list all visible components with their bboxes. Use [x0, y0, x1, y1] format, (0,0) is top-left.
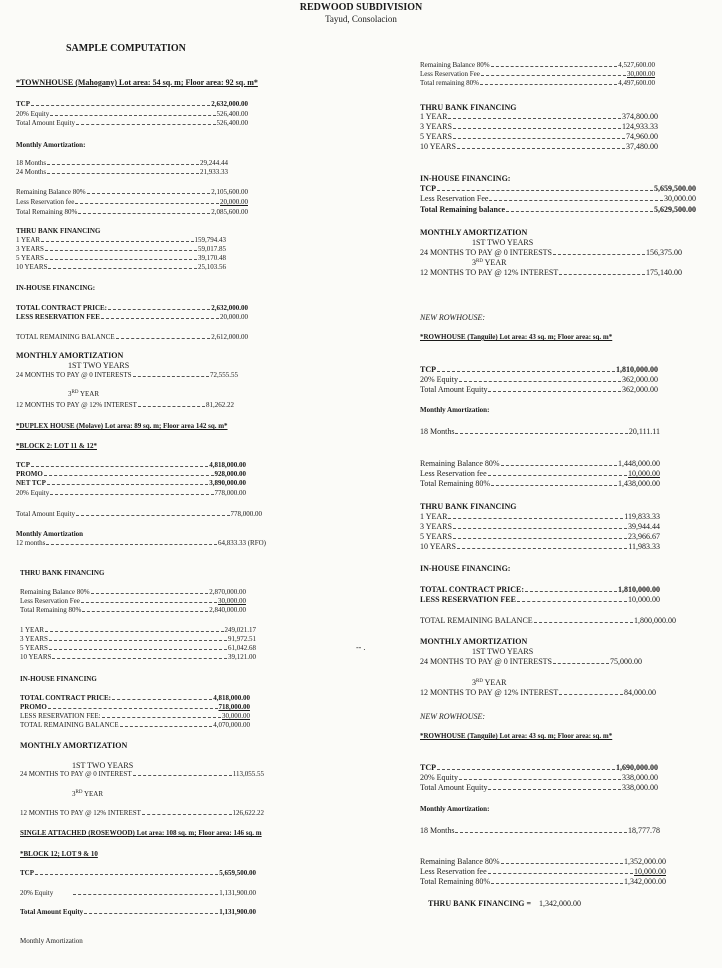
rowhouse-1-total-remaining-row: Total Remaining 80% 1,438,000.00 — [420, 479, 660, 488]
rowhouse-1-tcp-row: TCP 1,810,000.00 — [420, 365, 658, 374]
page-mark: -- . — [356, 643, 366, 652]
duplex-12-months-interest-row: 12 MONTHS TO PAY @ 12% INTEREST 126,622.22 — [20, 809, 264, 817]
rowhouse-2-reservation-fee-row: Less Reservation fee 10,000.00 — [420, 867, 666, 876]
duplex-promo-row: PROMO 928,000.00 — [16, 470, 246, 478]
single-monthly-amortization-heading: MONTHLY AMORTIZATION — [420, 228, 528, 237]
duplex-third-year: 3RD YEAR — [72, 790, 103, 798]
duplex-bank-10-years-row: 10 YEARS 39,121.00 — [20, 653, 256, 661]
duplex-bank-financing-heading: THRU BANK FINANCING — [20, 569, 105, 577]
duplex-block-heading: *BLOCK 2: LOT 11 & 12* — [16, 442, 97, 450]
single-bank-financing-heading: THRU BANK FINANCING — [420, 103, 517, 112]
duplex-total-remaining-row: Total Remaining 80% 2,840,000.00 — [20, 606, 246, 614]
single-bank-10-years-row: 10 YEARS 37,480.00 — [420, 142, 658, 151]
townhouse-remaining-balance-row: Remaining Balance 80% 2,105,600.00 — [16, 188, 248, 196]
townhouse-reservation-fee-row: Less Reservation fee 20,000.00 — [16, 198, 248, 206]
townhouse-heading: *TOWNHOUSE (Mahogany) Lot area: 54 sq. m; Floor area: 92 sq. m* — [16, 78, 258, 87]
rowhouse-1-remaining-balance-row: Remaining Balance 80% 1,448,000.00 — [420, 459, 660, 468]
townhouse-monthly-amortization: Monthly Amortization: — [16, 141, 86, 149]
townhouse-equity-row: 20% Equity 526,400.00 — [16, 110, 248, 118]
duplex-first-two-years: 1ST TWO YEARS — [72, 761, 134, 770]
single-attached-heading: SINGLE ATTACHED (ROSEWOOD) Lot area: 108 sq. m; Floor area: 146 sq. m — [20, 829, 262, 837]
rowhouse-1-monthly-amortization-heading: MONTHLY AMORTIZATION — [420, 637, 528, 646]
duplex-bank-1-year-row: 1 YEAR 249,021.17 — [20, 626, 256, 634]
sample-computation-heading: SAMPLE COMPUTATION — [66, 43, 186, 54]
single-inhouse-reservation-fee-row: Less Reservation Fee 30,000.00 — [420, 194, 696, 203]
duplex-net-tcp-row: NET TCP 3,890,000.00 — [16, 479, 246, 487]
single-total-equity-row: Total Amount Equity 1,131,900.00 — [20, 908, 256, 916]
duplex-remaining-balance-total-row: TOTAL REMAINING BALANCE 4,070,000.00 — [20, 721, 250, 729]
rowhouse-2-18-months-row: 18 Months 18,777.78 — [420, 826, 660, 835]
single-bank-1-year-row: 1 YEAR 374,800.00 — [420, 112, 658, 121]
townhouse-inhouse-reservation-fee-row: LESS RESERVATION FEE 20,000.00 — [16, 313, 248, 321]
townhouse-24-months-row: 24 Months 21,933.33 — [16, 168, 228, 176]
document-title: REDWOOD SUBDIVISION — [299, 2, 423, 13]
rowhouse-2-tcp-row: TCP 1,690,000.00 — [420, 763, 658, 772]
duplex-monthly-amortization-heading: MONTHLY AMORTIZATION — [20, 741, 128, 750]
rowhouse-2-monthly-amortization: Monthly Amortization: — [420, 805, 490, 813]
single-12-months-interest-row: 12 MONTHS TO PAY @ 12% INTEREST 175,140.00 — [420, 268, 682, 277]
single-inhouse-remaining-balance-row: Total Remaining balance 5,629,500.00 — [420, 205, 696, 214]
rowhouse-1-bank-3-years-row: 3 YEARS 39,944.44 — [420, 522, 660, 531]
duplex-remaining-balance-row: Remaining Balance 80% 2,870,000.00 — [20, 588, 246, 596]
townhouse-total-remaining-row: Total Remaining 80% 2,085,600.00 — [16, 208, 248, 216]
townhouse-contract-price-row: TOTAL CONTRACT PRICE: 2,632,000.00 — [16, 304, 248, 312]
rowhouse-1-third-year: 3RD YEAR — [472, 678, 507, 687]
duplex-inhouse-financing-heading: IN-HOUSE FINANCING — [20, 675, 97, 683]
rowhouse-1-bank-1-year-row: 1 YEAR 119,833.33 — [420, 512, 660, 521]
rowhouse-1-inhouse-reservation-fee-row: LESS RESERVATION FEE 10,000.00 — [420, 595, 660, 604]
rowhouse-1-bank-5-years-row: 5 YEARS 23,966.67 — [420, 532, 660, 541]
townhouse-third-year: 3RD YEAR — [68, 390, 99, 398]
duplex-equity-row: 20% Equity 778,000.00 — [16, 489, 246, 497]
new-rowhouse-label-2: NEW ROWHOUSE: — [420, 712, 486, 721]
townhouse-24-months-zero-interest-row: 24 MONTHS TO PAY @ 0 INTERESTS 72,555.55 — [16, 371, 238, 379]
rowhouse-2-total-remaining-row: Total Remaining 80% 1,342,000.00 — [420, 877, 666, 886]
townhouse-18-months-row: 18 Months 29,244.44 — [16, 159, 228, 167]
single-first-two-years: 1ST TWO YEARS — [472, 238, 534, 247]
single-third-year: 3RD YEAR — [472, 258, 507, 267]
duplex-contract-price-row: TOTAL CONTRACT PRICE: 4,818,000.00 — [20, 694, 250, 702]
townhouse-bank-1-year-row: 1 YEAR 159,794.43 — [16, 236, 226, 244]
rowhouse-1-bank-10-years-row: 10 YEARS 11,983.33 — [420, 542, 660, 551]
rowhouse-1-equity-row: 20% Equity 362,000.00 — [420, 375, 658, 384]
single-equity-row: 20% Equity 1,131,900.00 — [20, 889, 256, 897]
duplex-bank-5-years-row: 5 YEARS 61,042.68 — [20, 644, 256, 652]
single-tcp-row: TCP 5,659,500.00 — [20, 869, 256, 877]
townhouse-bank-financing-heading: THRU BANK FINANCING — [16, 227, 101, 235]
single-remaining-balance-row: Remaining Balance 80% 4,527,600.00 — [420, 61, 655, 69]
document-location: Tayud, Consolacion — [325, 14, 397, 24]
duplex-reservation-fee-row: Less Reservation Fee 30,000.00 — [20, 597, 246, 605]
single-bank-5-years-row: 5 YEARS 74,960.00 — [420, 132, 658, 141]
single-monthly-amortization: Monthly Amortization — [20, 937, 83, 945]
townhouse-bank-5-years-row: 5 YEARS 39,170.48 — [16, 254, 226, 262]
rowhouse-1-total-equity-row: Total Amount Equity 362,000.00 — [420, 385, 658, 394]
townhouse-remaining-balance-total-row: TOTAL REMAINING BALANCE 2,612,000.00 — [16, 333, 248, 341]
rowhouse-1-reservation-fee-row: Less Reservation fee 10,000.00 — [420, 469, 660, 478]
duplex-tcp-row: TCP 4,818,000.00 — [16, 461, 246, 469]
townhouse-inhouse-financing-heading: IN-HOUSE FINANCING: — [16, 284, 96, 292]
rowhouse-1-inhouse-financing-heading: IN-HOUSE FINANCING: — [420, 564, 511, 573]
rowhouse-1-contract-price-row: TOTAL CONTRACT PRICE: 1,810,000.00 — [420, 585, 660, 594]
rowhouse-1-monthly-amortization: Monthly Amortization: — [420, 406, 490, 414]
rowhouse-1-bank-financing-heading: THRU BANK FINANCING — [420, 502, 517, 511]
single-inhouse-financing-heading: IN-HOUSE FINANCING: — [420, 174, 511, 183]
duplex-inhouse-reservation-fee-row: LESS RESERVATION FEE: 30,000.00 — [20, 712, 250, 720]
duplex-bank-3-years-row: 3 YEARS 91,972.51 — [20, 635, 256, 643]
rowhouse-1-first-two-years: 1ST TWO YEARS — [472, 647, 534, 656]
duplex-12-months-row: 12 months 64,833.33 (RFO) — [16, 539, 266, 547]
duplex-monthly-amortization: Monthly Amortization — [16, 530, 84, 538]
rowhouse-1-12-months-interest-row: 12 MONTHS TO PAY @ 12% INTEREST 84,000.00 — [420, 688, 656, 697]
townhouse-first-two-years: 1ST TWO YEARS — [68, 361, 130, 370]
rowhouse-1-18-months-row: 18 Months 20,111.11 — [420, 427, 660, 436]
single-24-months-zero-interest-row: 24 MONTHS TO PAY @ 0 INTERESTS 156,375.00 — [420, 248, 682, 257]
rowhouse-1-heading: *ROWHOUSE (Tanguile) Lot area: 43 sq. m; Floor area: sq. m* — [420, 333, 613, 341]
single-bank-3-years-row: 3 YEARS 124,933.33 — [420, 122, 658, 131]
townhouse-total-equity-row: Total Amount Equity 526,400.00 — [16, 119, 248, 127]
townhouse-monthly-amortization-heading: MONTHLY AMORTIZATION — [16, 351, 124, 360]
duplex-promo2-row: PROMO 718,000.00 — [20, 703, 250, 711]
rowhouse-2-total-equity-row: Total Amount Equity 338,000.00 — [420, 783, 658, 792]
rowhouse-1-remaining-balance-total-row: TOTAL REMAINING BALANCE 1,800,000.00 — [420, 616, 676, 625]
duplex-total-equity-row: Total Amount Equity 778,000.00 — [16, 510, 262, 518]
single-inhouse-tcp-row: TCP 5,659,500.00 — [420, 184, 696, 193]
townhouse-bank-10-years-row: 10 YEARS 25,103.56 — [16, 263, 226, 271]
townhouse-bank-3-years-row: 3 YEARS 59,017.85 — [16, 245, 226, 253]
rowhouse-2-heading: *ROWHOUSE (Tanguile) Lot area: 43 sq. m; Floor area: sq. m* — [420, 732, 613, 740]
duplex-heading: *DUPLEX HOUSE (Molave) Lot area: 89 sq. m; Floor area 142 sq. m* — [16, 422, 228, 430]
new-rowhouse-label-1: NEW ROWHOUSE: — [420, 313, 486, 322]
single-block-heading: *BLOCK 12; LOT 9 & 10 — [20, 850, 98, 858]
rowhouse-2-remaining-balance-row: Remaining Balance 80% 1,352,000.00 — [420, 857, 666, 866]
rowhouse-2-bank-financing: THRU BANK FINANCING = 1,342,000.00 — [428, 899, 582, 908]
rowhouse-1-24-months-zero-interest-row: 24 MONTHS TO PAY @ 0 INTERESTS 75,000.00 — [420, 657, 642, 666]
rowhouse-2-equity-row: 20% Equity 338,000.00 — [420, 773, 658, 782]
single-reservation-fee-row: Less Reservation Fee 30,000.00 — [420, 70, 655, 78]
townhouse-tcp-row: TCP 2,632,000.00 — [16, 100, 248, 108]
townhouse-12-months-interest-row: 12 MONTHS TO PAY @ 12% INTEREST 81,262.22 — [16, 401, 234, 409]
duplex-24-months-zero-interest-row: 24 MONTHS TO PAY @ 0 INTEREST 113,055.55 — [20, 770, 264, 778]
single-total-remaining-row: Total remaining 80% 4,497,600.00 — [420, 79, 655, 87]
